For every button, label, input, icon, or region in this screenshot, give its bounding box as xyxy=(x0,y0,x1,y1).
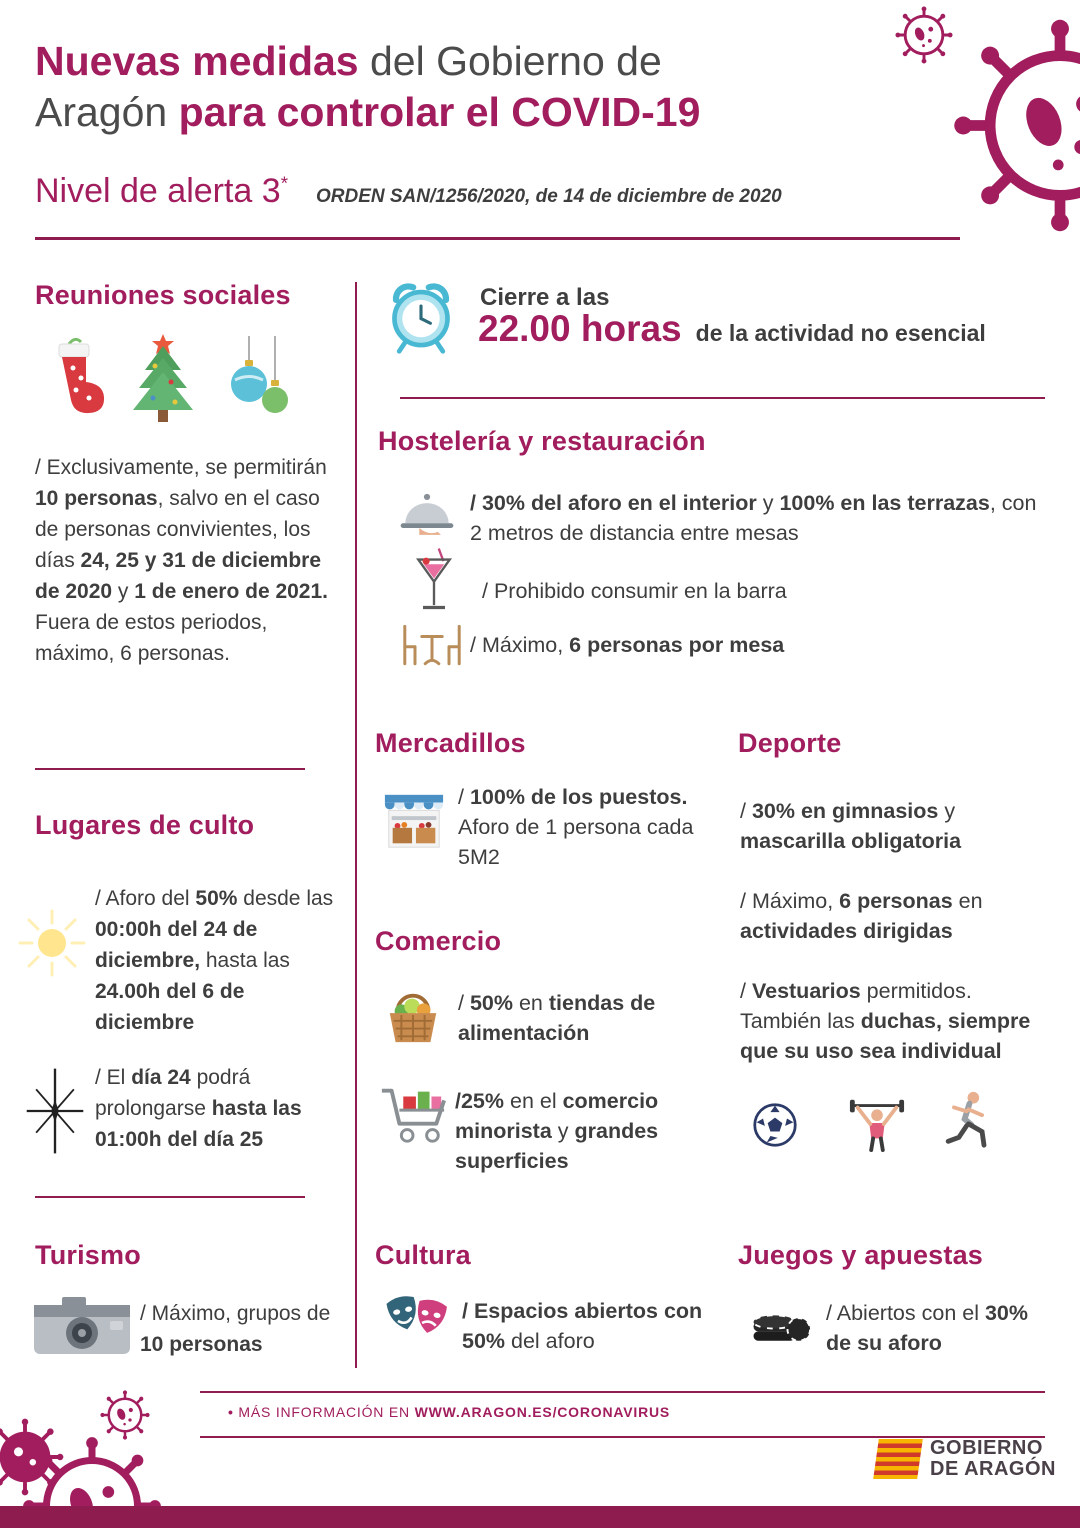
market-stall-icon xyxy=(382,790,446,852)
left-divider-2 xyxy=(35,1196,305,1198)
alert-level-row xyxy=(35,172,782,211)
hosteleria-text-2: / Prohibido consumir en la barra xyxy=(482,579,787,603)
logo-text: GOBIERNO DE ARAGÓN xyxy=(930,1437,1056,1480)
left-divider-1 xyxy=(35,768,305,770)
shopping-cart-icon xyxy=(378,1082,448,1146)
deporte-text-1: / 30% en gimnasios y mascarilla obligatoria xyxy=(740,799,962,853)
comercio-heading: Comercio xyxy=(375,926,502,956)
hosteleria-text-3: / Máximo, 6 personas por mesa xyxy=(470,633,785,657)
culto-text-1: / Aforo del 50% desde las 00:00h del 24 de diciembre, hasta las 24.00h del 6 de diciembre xyxy=(95,887,334,1034)
runner-icon xyxy=(942,1090,996,1150)
cierre-row xyxy=(478,308,986,350)
footer-divider-top xyxy=(200,1391,1045,1393)
cierre-divider xyxy=(400,397,1045,399)
header-divider xyxy=(35,237,960,240)
weightlifter-icon xyxy=(848,1092,906,1152)
cocktail-icon xyxy=(412,538,456,622)
virus-footer-small-icon xyxy=(100,1390,150,1440)
grocery-basket-icon xyxy=(382,986,444,1046)
reuniones-heading: Reuniones sociales xyxy=(35,280,291,310)
alert-asterisk: * xyxy=(280,172,288,194)
cultura-heading: Cultura xyxy=(375,1240,471,1270)
camera-icon xyxy=(32,1292,132,1362)
comercio-text-2: /25% en el comercio minorista y grandes superficies xyxy=(455,1089,659,1173)
theater-masks-icon xyxy=(382,1288,452,1352)
christmas-tree-icon xyxy=(124,332,202,424)
serving-cloche-icon xyxy=(396,490,458,538)
juegos-heading: Juegos y apuestas xyxy=(738,1240,984,1270)
culto-heading: Lugares de culto xyxy=(35,810,255,840)
reuniones-text: / Exclusivamente, se permitirán 10 personas, salvo en el caso de personas convivientes, los días 24, 25 y 31 de diciembre de 2020 y 1 de enero de 2021. Fuera de estos periodos, máximo, 6 personas. xyxy=(35,456,329,665)
poker-chips-icon xyxy=(746,1292,812,1350)
table-chairs-icon xyxy=(398,622,466,668)
aragon-flag-icon xyxy=(873,1439,923,1479)
deporte-text-3: / Vestuarios permitidos. También las duchas, siempre que su uso sea individual xyxy=(740,979,1031,1063)
gobierno-aragon-logo xyxy=(876,1438,1056,1480)
sun-glow-icon xyxy=(12,903,92,983)
comercio-text-1: / 50% en tiendas de alimentación xyxy=(458,991,656,1045)
cierre-intro: Cierre a las xyxy=(480,284,610,311)
cierre-suffix: de la actividad no esencial xyxy=(695,320,986,346)
alarm-clock-icon xyxy=(382,278,460,356)
page-title: Nuevas medidas del Gobierno de Aragón para controlar el COVID-19 xyxy=(35,38,701,135)
deporte-text-2: / Máximo, 6 personas en actividades dirigidas xyxy=(740,889,983,943)
footer-info: • MÁS INFORMACIÓN EN WWW.ARAGON.ES/CORONAVIRUS xyxy=(228,1404,671,1420)
order-reference: ORDEN SAN/1256/2020, de 14 de diciembre de 2020 xyxy=(315,186,782,207)
soccer-ball-icon xyxy=(752,1102,798,1148)
cierre-time: 22.00 horas xyxy=(478,308,682,349)
star-sparkle-icon xyxy=(22,1068,88,1154)
mercadillos-text: / 100% de los puestos. Aforo de 1 persona cada 5M2 xyxy=(458,785,694,869)
virus-large-icon xyxy=(945,18,1080,233)
juegos-text: / Abiertos con el 30% de su aforo xyxy=(826,1301,1028,1355)
bottom-bar xyxy=(0,1506,1080,1528)
christmas-stocking-icon xyxy=(40,336,106,420)
hosteleria-heading: Hostelería y restauración xyxy=(378,426,706,456)
deporte-heading: Deporte xyxy=(738,728,842,758)
cultura-text: / Espacios abiertos con 50% del aforo xyxy=(462,1299,703,1353)
turismo-text: / Máximo, grupos de 10 personas xyxy=(140,1302,331,1356)
ornaments-icon xyxy=(222,336,294,422)
turismo-heading: Turismo xyxy=(35,1240,141,1270)
hosteleria-text-1: / 30% del aforo en el interior y 100% en las terrazas, con 2 metros de distancia entre mesas xyxy=(470,491,1037,545)
culto-text-2: / El día 24 podrá prolongarse hasta las 01:00h del día 25 xyxy=(95,1066,302,1151)
alert-level: Nivel de alerta 3* xyxy=(35,172,288,210)
vertical-divider xyxy=(355,282,357,1368)
mercadillos-heading: Mercadillos xyxy=(375,728,526,758)
